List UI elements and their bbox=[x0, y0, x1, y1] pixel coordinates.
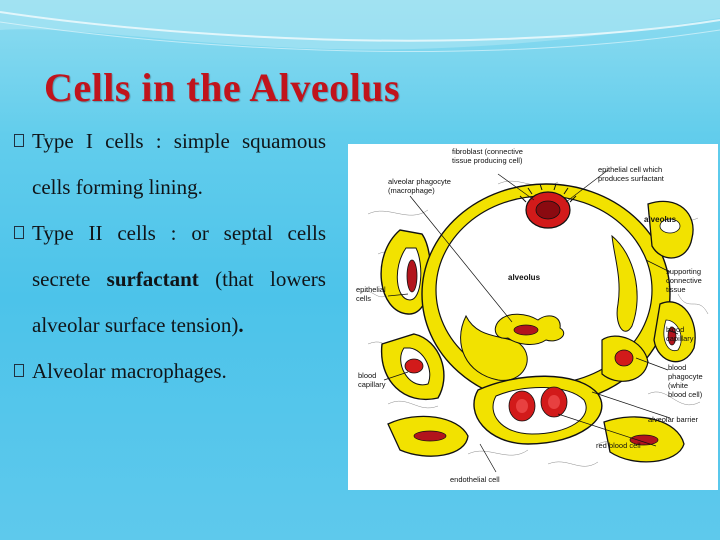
label-blood-phagocyte: blood cell) bbox=[668, 390, 703, 399]
slide-title: Cells in the Alveolus bbox=[44, 65, 401, 110]
label-alveolar-phagocyte: (macrophage) bbox=[388, 186, 435, 195]
label-alveolus-center: alveolus bbox=[508, 273, 541, 282]
bullet-text: Type I cells : simple squamous cells forming lining. bbox=[32, 129, 326, 199]
label-blood-capillary-right: blood bbox=[666, 325, 685, 334]
label-red-blood-cell: red blood cell bbox=[596, 441, 641, 450]
label-blood-phagocyte: phagocyte bbox=[668, 372, 703, 381]
bullet-text-bold: surfactant bbox=[106, 267, 199, 291]
label-alveolar-barrier: alveolar barrier bbox=[648, 415, 699, 424]
label-blood-phagocyte: (white bbox=[668, 381, 689, 390]
bullet-text: Alveolar macrophages. bbox=[32, 359, 227, 383]
label-endothelial-cell: endothelial cell bbox=[450, 475, 500, 484]
label-epithelial-surfactant: epithelial cell which bbox=[598, 165, 663, 174]
bullet-marker-icon bbox=[14, 226, 24, 239]
label-epithelial-surfactant: produces surfactant bbox=[598, 174, 664, 183]
label-alveolar-phagocyte: alveolar phagocyte bbox=[388, 177, 451, 186]
label-fibroblast: fibroblast (connective bbox=[452, 147, 523, 156]
bullet-list bbox=[14, 118, 326, 394]
label-supporting-tissue: supporting bbox=[666, 267, 702, 276]
bullet-text: (that lowers alveolar surface tension) bbox=[32, 267, 326, 337]
bullet-item bbox=[14, 348, 326, 394]
alveolus-diagram bbox=[348, 144, 718, 490]
label-supporting-tissue: connective bbox=[666, 276, 702, 285]
label-blood-phagocyte: blood bbox=[668, 363, 687, 372]
bullet-marker-icon bbox=[14, 364, 24, 377]
alveolus-diagram-svg bbox=[348, 144, 718, 490]
bullet-text-bold: . bbox=[238, 313, 244, 337]
label-blood-capillary-left: capillary bbox=[358, 380, 386, 389]
bullet-item bbox=[14, 118, 326, 210]
label-blood-capillary-left: blood bbox=[358, 371, 377, 380]
label-epithelial-cells: cells bbox=[356, 294, 372, 303]
bullet-text: Type II cells : or septal cells secrete bbox=[32, 221, 326, 291]
label-alveolus-top: alveolus bbox=[644, 215, 677, 224]
bullet-marker-icon bbox=[14, 134, 24, 147]
label-fibroblast: tissue producing cell) bbox=[452, 156, 523, 165]
label-epithelial-cells: epithelial bbox=[356, 285, 386, 294]
label-supporting-tissue: tissue bbox=[666, 285, 686, 294]
bullet-item bbox=[14, 210, 326, 348]
label-blood-capillary-right: capillary bbox=[666, 334, 694, 343]
